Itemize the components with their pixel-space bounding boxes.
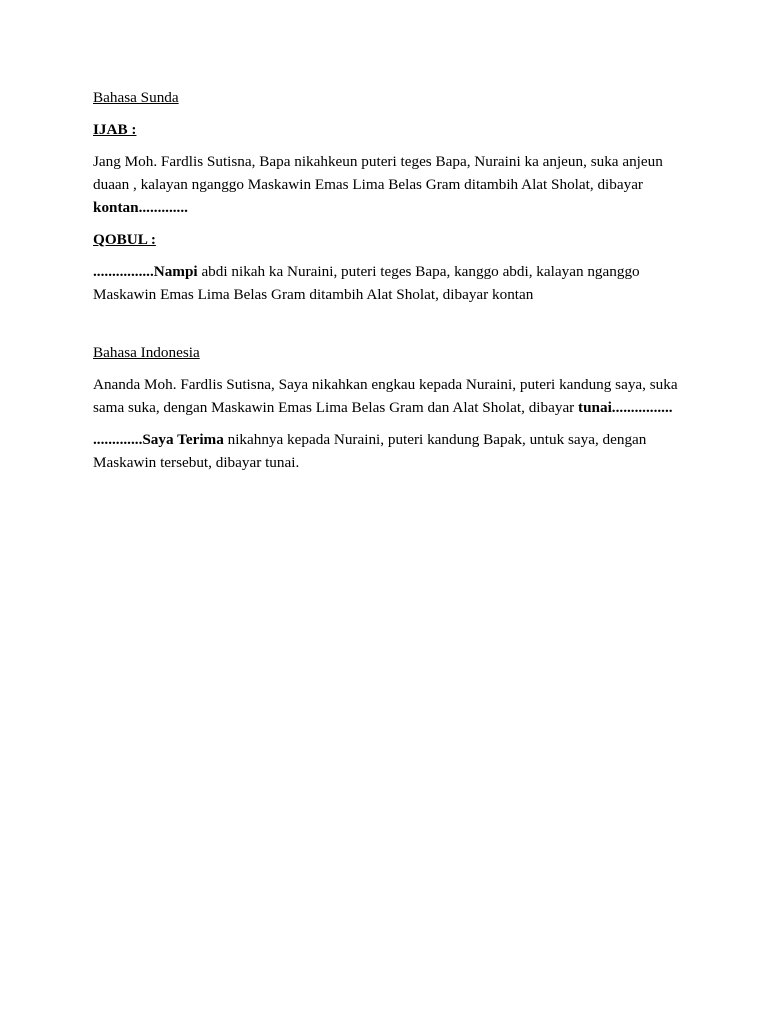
ijab-indonesia-bold: tunai................ [578,399,673,416]
label-qobul-sunda: QOBUL : [93,231,156,248]
qobul-sunda-text: abdi nikah ka Nuraini, puteri teges Bapa, kanggo abdi, kalayan nganggo Maskawin Emas Lima Belas Gram ditambih Alat Sholat, dibayar kontan [93,263,640,303]
label-ijab-sunda: IJAB : [93,121,137,138]
heading-bahasa-indonesia: Bahasa Indonesia [93,344,200,361]
paragraph-qobul-sunda [93,260,693,306]
qobul-indonesia-bold: .............Saya Terima [93,431,224,448]
paragraph-ijab-sunda [93,150,693,219]
ijab-sunda-text: Jang Moh. Fardlis Sutisna, Bapa nikahkeun puteri teges Bapa, Nuraini ka anjeun, suka anjeun duaan , kalayan nganggo Maskawin Emas Lima Belas Gram ditambih Alat Sholat, dibayar [93,153,663,193]
qobul-sunda-bold: ................Nampi [93,263,198,280]
ijab-indonesia-text: Ananda Moh. Fardlis Sutisna, Saya nikahkan engkau kepada Nuraini, puteri kandung saya, suka sama suka, dengan Maskawin Emas Lima Belas Gram dan Alat Sholat, dibayar [93,376,678,416]
ijab-sunda-bold: kontan............. [93,199,188,216]
paragraph-ijab-indonesia [93,373,693,419]
paragraph-qobul-indonesia [93,428,693,474]
heading-bahasa-sunda: Bahasa Sunda [93,89,179,106]
document-page [93,86,693,474]
qobul-indonesia-text: nikahnya kepada Nuraini, puteri kandung Bapak, untuk saya, dengan Maskawin tersebut, dibayar tunai. [93,431,647,471]
